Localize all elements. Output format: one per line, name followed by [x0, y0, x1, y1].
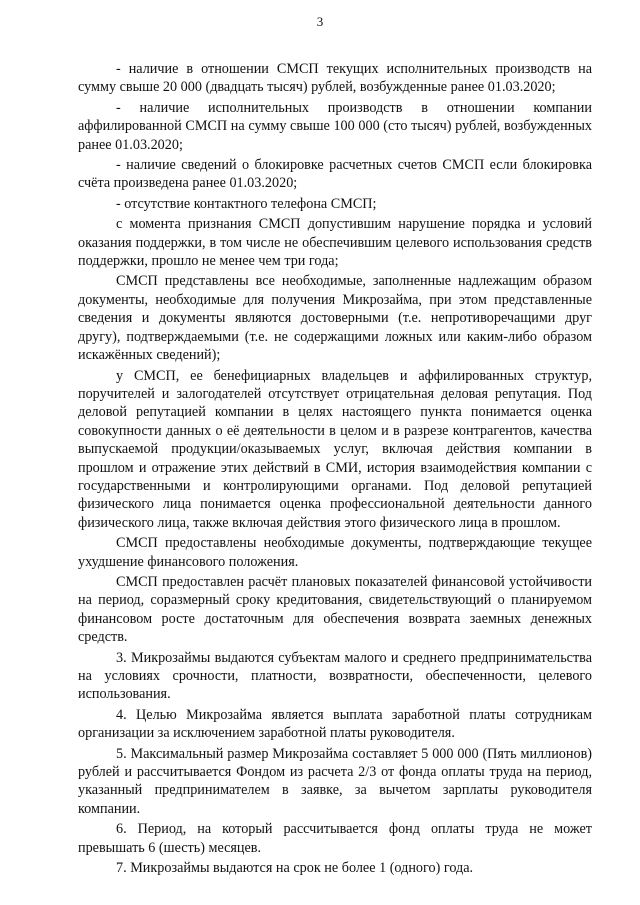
paragraph: с момента признания СМСП допустившим нарушение порядка и условий оказания поддержки, в том числе не обеспечившим целевого использования средств поддержки, прошло не менее чем три года; [78, 216, 592, 270]
paragraph: - наличие исполнительных производств в отношении компании аффилированной СМСП на сумму свыше 100 000 (сто тысяч) рублей, возбужденных ранее 01.03.2020; [78, 99, 592, 153]
paragraph: 5. Максимальный размер Микрозайма составляет 5 000 000 (Пять миллионов) рублей и рассчитывается Фондом из расчета 2/3 от фонда оплаты труда на период, указанный предпринимателем в заявке, за вычетом зарплаты руководителя компании. [78, 745, 592, 817]
paragraph: 3. Микрозаймы выдаются субъектам малого и среднего предпринимательства на условиях срочности, платности, возвратности, обеспеченности, целевого использования. [78, 649, 592, 703]
paragraph: 4. Целью Микрозайма является выплата заработной платы сотрудникам организации за исключением заработной платы руководителя. [78, 706, 592, 742]
paragraph: СМСП предоставлен расчёт плановых показателей финансовой устойчивости на период, соразмерный сроку кредитования, свидетельствующий о планируемом финансовом росте достаточным для обеспечения возврата заемных денежных средств. [78, 573, 592, 646]
paragraph: СМСП представлены все необходимые, заполненные надлежащим образом документы, необходимые для получения Микрозайма, при этом представленные сведения и документы являются достоверными (т.е. непротиворечащими друг другу), подтверждаемыми (т.е. не содержащими ложных или каким-либо образом искажённых сведений); [78, 273, 592, 364]
paragraph: - наличие сведений о блокировке расчетных счетов СМСП если блокировка счёта произведена ранее 01.03.2020; [78, 157, 592, 192]
paragraph: у СМСП, ее бенефициарных владельцев и аффилированных структур, поручителей и залогодателей отсутствует отрицательная деловая репутация. Под деловой репутацией компании в целях настоящего пункта понимается оценка совокупности данных о её деятельности в целом и в разрезе контрагентов, качества выпускаемой продукции/оказываемых услуг, включая действия компании в прошлом и отражение этих действий в СМИ, история взаимодействия компании с государственными и контролирующими органами. Под деловой репутацией физического лица понимается оценка профессиональной деятельности данного физического лица, также включая действия этого физического лица в прошлом. [78, 367, 592, 531]
document-body [78, 60, 592, 879]
paragraph: - отсутствие контактного телефона СМСП; [116, 195, 377, 212]
paragraph: 6. Период, на который рассчитывается фонд оплаты труда не может превышать 6 (шесть) месяцев. [78, 821, 592, 856]
paragraph: 7. Микрозаймы выдаются на срок не более 1 (одного) года. [116, 860, 474, 877]
paragraph: - наличие в отношении СМСП текущих исполнительных производств на сумму свыше 20 000 (двадцать тысяч) рублей, возбужденные ранее 01.03.2020; [78, 61, 592, 96]
paragraph: СМСП предоставлены необходимые документы, подтверждающие текущее ухудшение финансового положения. [78, 535, 592, 570]
page-number: 3 [316, 14, 324, 29]
